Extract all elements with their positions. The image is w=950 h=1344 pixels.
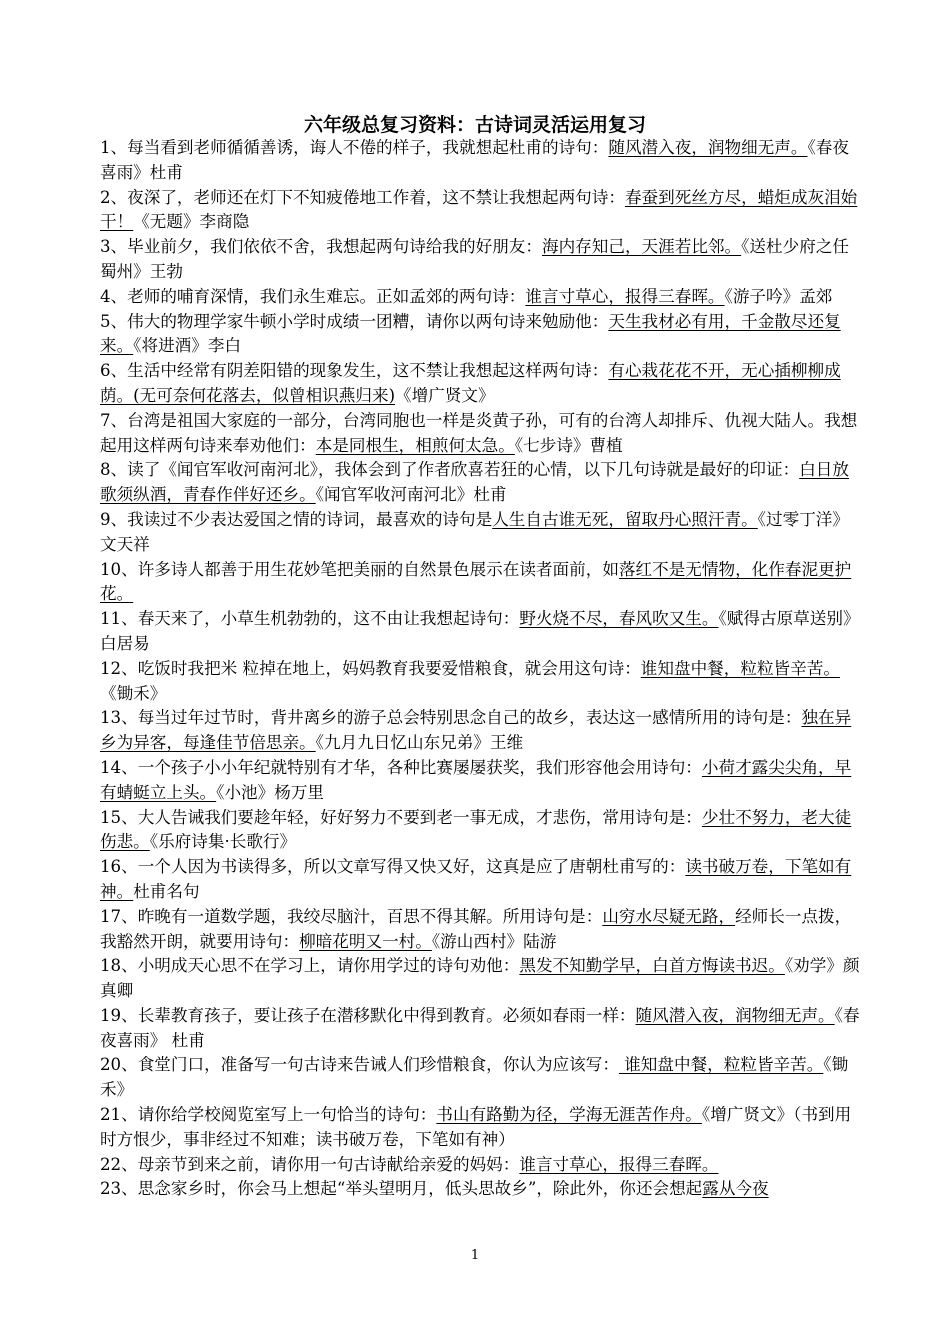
item-text: 14、一个孩子小小年纪就特别有才华，各种比赛屡屡获奖，我们形容他会用诗句： bbox=[100, 757, 702, 777]
list-item bbox=[100, 1153, 860, 1178]
item-text: 《劝学》颜真卿 bbox=[100, 956, 860, 1001]
item-text: 《七步诗》曹植 bbox=[514, 435, 623, 455]
poem-quote: 白日放歌须纵酒，青春作伴好还乡。 bbox=[100, 460, 849, 505]
item-text: 15、大人告诫我们要趁年轻，好好努力不要到老一事无成，才悲伤，常用诗句是： bbox=[100, 807, 702, 827]
list-item bbox=[100, 136, 860, 186]
item-text: 《游子吟》孟郊 bbox=[724, 286, 833, 306]
list-item bbox=[100, 607, 860, 657]
poem-quote: 少壮不努力，老大徒伤悲。 bbox=[100, 807, 852, 852]
item-text: 7、台湾是祖国大家庭的一部分，台湾同胞也一样是炎黄子孙，可有的台湾人却排斥、仇视大陆人。我想起用这样两句诗来奉劝他们： bbox=[100, 410, 858, 455]
item-text: 《乐府诗集·长歌行》 bbox=[149, 832, 297, 852]
item-text: 2、夜深了，老师还在灯下不知疲倦地工作着，这不禁让我想起两句诗： bbox=[100, 187, 625, 207]
poem-quote: 谁言寸草心，报得三春晖。 bbox=[519, 1154, 719, 1174]
poem-quote: 春蚕到死丝方尽，蜡炬成灰泪始干！ bbox=[100, 187, 858, 232]
item-text: 4、老师的哺育深情，我们永生难忘。正如孟郊的两句诗： bbox=[100, 286, 526, 306]
item-text: 10、许多诗人都善于用生花妙笔把美丽的自然景色展示在读者面前，如 bbox=[100, 559, 619, 579]
poem-quote: 读书破万卷，下笔如有神。 bbox=[100, 857, 852, 901]
list-item bbox=[100, 285, 860, 310]
poem-quote: 谁知盘中餐，粒粒皆辛苦。 bbox=[618, 1055, 824, 1075]
poem-quote: 落红不是无情物，化作春泥更护花。 bbox=[100, 559, 852, 604]
item-text: 18、小明成天心思不在学习上，请你用学过的诗句劝他： bbox=[100, 956, 520, 976]
item-text: 22、母亲节到来之前，请你用一句古诗献给亲爱的妈妈： bbox=[100, 1154, 520, 1174]
item-text: 9、我读过不少表达爱国之情的诗词，最喜欢的诗句是 bbox=[100, 509, 493, 529]
item-text: 《无题》李商隐 bbox=[133, 212, 250, 232]
list-item bbox=[100, 855, 860, 905]
item-text: 6、生活中经常有阴差阳错的现象发生，这不禁让我想起这样两句诗： bbox=[100, 361, 609, 381]
item-text: 3、毕业前夕，我们依依不舍，我想起两句诗给我的好朋友： bbox=[100, 237, 542, 257]
poem-quote: 有心栽花花不开，无心插柳柳成荫。(无可奈何花落去，似曾相识燕归来) bbox=[100, 361, 841, 405]
list-item bbox=[100, 409, 860, 459]
list-item bbox=[100, 235, 860, 285]
poem-quote: 野火烧不尽，春风吹又生。 bbox=[519, 609, 719, 629]
item-text: 《春夜喜雨》 杜甫 bbox=[100, 1005, 860, 1050]
list-item bbox=[100, 359, 860, 409]
list-item bbox=[100, 508, 860, 558]
item-text: 《赋得古原草送别》白居易 bbox=[100, 609, 860, 653]
list-item bbox=[100, 954, 860, 1004]
list-item bbox=[100, 186, 860, 236]
item-text: 17、昨晚有一道数学题，我绞尽脑汁，百思不得其解。所用诗句是： bbox=[100, 906, 603, 926]
poem-quote: 露从今夜 bbox=[702, 1179, 769, 1199]
list-item bbox=[100, 310, 860, 360]
poem-quote: 天生我材必有用，千金散尽还复来。 bbox=[100, 311, 841, 356]
item-text: 13、每当过年过节时，背井离乡的游子总会特别思念自己的故乡，表达这一感情所用的诗句是： bbox=[100, 708, 802, 728]
item-text: 《锄禾》 bbox=[100, 683, 167, 703]
poem-quote: 谁言寸草心，报得三春晖。 bbox=[525, 286, 725, 306]
list-item bbox=[100, 1053, 860, 1103]
poem-quote: 人生自古谁无死，留取丹心照汗青。 bbox=[492, 509, 758, 529]
list-item bbox=[100, 1177, 860, 1202]
item-text: 《将进酒》李白 bbox=[133, 336, 242, 356]
document-title: 六年级总复习资料：古诗词灵活运用复习 bbox=[303, 114, 646, 136]
item-text: 23、思念家乡时，你会马上想起“举头望明月，低头思故乡”，除此外，你还会想起 bbox=[100, 1179, 703, 1199]
item-text: 16、一个人因为书读得多，所以文章写得又快又好，这真是应了唐朝杜甫写的： bbox=[100, 857, 686, 877]
item-text: 经师长一点拨，我豁然开朗，就要用诗句： bbox=[100, 906, 852, 951]
list-item bbox=[100, 458, 860, 508]
item-text: 8、读了《闻官军收河南河北》，我体会到了作者欣喜若狂的心情，以下几句诗就是最好的印证： bbox=[100, 460, 800, 480]
poem-quote: 柳暗花明又一村。 bbox=[299, 931, 432, 951]
item-text: 《游山西村》陆游 bbox=[431, 931, 557, 951]
item-text: 11、春天来了，小草生机勃勃的，这不由让我想起诗句： bbox=[100, 609, 520, 629]
item-text: 1、每当看到老师循循善诱，诲人不倦的样子，我就想起杜甫的诗句： bbox=[100, 138, 609, 157]
list-item bbox=[100, 905, 860, 955]
item-text: 21、请你给学校阅览室写上一句恰当的诗句： bbox=[100, 1105, 437, 1125]
item-text: 杜甫名句 bbox=[133, 881, 200, 901]
item-text: 《闻官军收河南河北》杜甫 bbox=[315, 485, 507, 505]
list-item bbox=[100, 806, 860, 856]
poem-quote: 独在异乡为异客，每逢佳节倍思亲。 bbox=[100, 708, 852, 753]
poem-quote: 本是同根生，相煎何太急。 bbox=[315, 435, 515, 455]
item-text: 《小池》杨万里 bbox=[216, 782, 325, 802]
list-item bbox=[100, 1103, 860, 1153]
poem-quote: 小荷才露尖尖角，早有蜻蜓立上头。 bbox=[100, 757, 852, 802]
poem-quote: 随风潜入夜，润物细无声。 bbox=[608, 138, 808, 157]
list-item bbox=[100, 558, 860, 608]
page-number: 1 bbox=[470, 1248, 480, 1263]
poem-quote: 书山有路勤为径，学海无涯苦作舟。 bbox=[436, 1105, 702, 1125]
item-text: 《锄禾》 bbox=[100, 1055, 849, 1100]
item-list bbox=[100, 136, 860, 1202]
item-text: 5、伟大的物理学家牛顿小学时成绩一团糟，请你以两句诗来勉励他： bbox=[100, 311, 609, 331]
item-text: 《送杜少府之任蜀州》王勃 bbox=[100, 237, 849, 281]
list-item bbox=[100, 657, 860, 707]
poem-quote: 黑发不知勤学早，白首方悔读书迟。 bbox=[519, 956, 785, 976]
item-text: 《九月九日忆山东兄弟》王维 bbox=[315, 733, 524, 753]
item-text: 《过零丁洋》文天祥 bbox=[100, 509, 849, 554]
poem-quote: 海内存知己，天涯若比邻。 bbox=[542, 237, 742, 257]
poem-quote: 谁知盘中餐，粒粒皆辛苦。 bbox=[640, 658, 840, 678]
list-item bbox=[100, 706, 860, 756]
list-item bbox=[100, 1004, 860, 1054]
item-text: 《春夜喜雨》杜甫 bbox=[100, 138, 849, 182]
item-text: 19、长辈教育孩子，要让孩子在潜移默化中得到教育。必须如春雨一样： bbox=[100, 1005, 636, 1025]
list-item bbox=[100, 756, 860, 806]
poem-quote: 随风潜入夜，润物细无声。 bbox=[635, 1005, 835, 1025]
item-text: 《增广贤文》（书到用时方恨少，事非经过不知难；读书破万卷，下笔如有神） bbox=[100, 1105, 852, 1149]
item-text: 《增广贤文》 bbox=[395, 385, 495, 405]
item-text: 20、食堂门口，准备写一句古诗来告诫人们珍惜粮食，你认为应该写： bbox=[100, 1055, 619, 1075]
poem-quote: 山穷水尽疑无路， bbox=[602, 906, 736, 926]
item-text: 12、吃饭时我把米 粒掉在地上，妈妈教育我要爱惜粮食，就会用这句诗： bbox=[100, 658, 641, 678]
